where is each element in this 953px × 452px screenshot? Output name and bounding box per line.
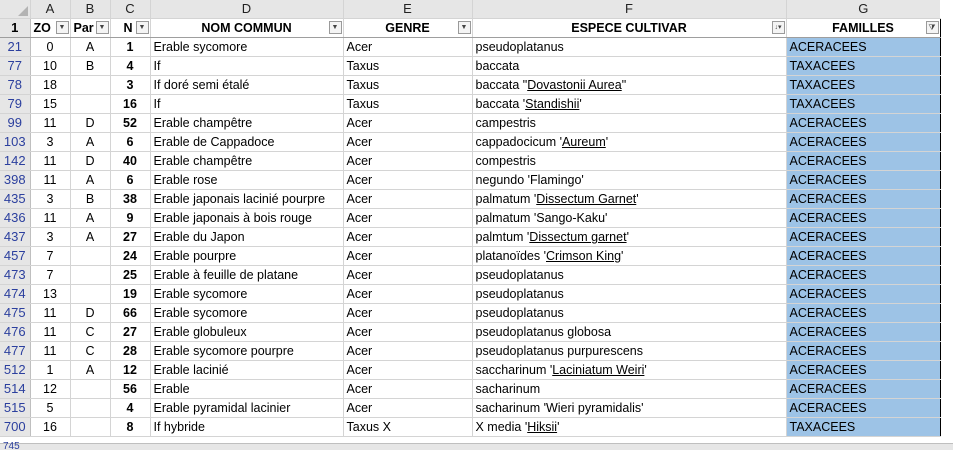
- cell-nom-commun[interactable]: Erable sycomore: [150, 38, 343, 57]
- cell-espece[interactable]: [472, 152, 786, 171]
- cell-genre[interactable]: Acer: [343, 247, 472, 266]
- cell-zone[interactable]: 15: [30, 95, 70, 114]
- column-letter-g[interactable]: G: [786, 0, 940, 19]
- table-row: [0, 342, 940, 361]
- cell-famille[interactable]: ACERACEES: [786, 380, 940, 399]
- table-row: [0, 114, 940, 133]
- espece-text: platanoïdes ': [475, 249, 546, 263]
- cell-famille[interactable]: ACERACEES: [786, 304, 940, 323]
- table-row: [0, 95, 940, 114]
- cultivar-text: Aureum: [561, 135, 606, 149]
- row-number[interactable]: 103: [0, 133, 30, 152]
- row-number[interactable]: 514: [0, 380, 30, 399]
- cell-genre[interactable]: Acer: [343, 380, 472, 399]
- cell-genre[interactable]: Acer: [343, 285, 472, 304]
- cell-genre[interactable]: Acer: [343, 399, 472, 418]
- cell-espece[interactable]: [472, 76, 786, 95]
- cell-zone[interactable]: 12: [30, 380, 70, 399]
- espece-text: campestris: [475, 116, 536, 130]
- cell-genre[interactable]: Acer: [343, 133, 472, 152]
- cell-espece[interactable]: [472, 418, 786, 437]
- row-number[interactable]: 99: [0, 114, 30, 133]
- table-header-row: [0, 19, 940, 38]
- column-letter-f[interactable]: F: [472, 0, 786, 19]
- cell-partie[interactable]: [70, 266, 110, 285]
- cell-zone[interactable]: 11: [30, 323, 70, 342]
- column-letter-b[interactable]: B: [70, 0, 110, 19]
- table-row: [0, 247, 940, 266]
- cell-nom-commun[interactable]: Erable à feuille de platane: [150, 266, 343, 285]
- cell-famille[interactable]: ACERACEES: [786, 114, 940, 133]
- cell-numero[interactable]: 66: [110, 304, 150, 323]
- cultivar-quote: ": [621, 78, 627, 92]
- header-partie[interactable]: [70, 19, 110, 38]
- cultivar-quote: ': [605, 135, 609, 149]
- cell-partie[interactable]: A: [70, 228, 110, 247]
- cell-genre[interactable]: Acer: [343, 171, 472, 190]
- cell-genre[interactable]: Acer: [343, 209, 472, 228]
- row-number[interactable]: 512: [0, 361, 30, 380]
- cell-famille[interactable]: ACERACEES: [786, 247, 940, 266]
- cell-espece[interactable]: [472, 209, 786, 228]
- header-numero[interactable]: [110, 19, 150, 38]
- cell-genre[interactable]: Acer: [343, 228, 472, 247]
- column-letter-a[interactable]: A: [30, 0, 70, 19]
- espece-text: saccharinum ': [475, 363, 553, 377]
- cell-zone[interactable]: 11: [30, 171, 70, 190]
- cell-partie[interactable]: [70, 247, 110, 266]
- cultivar-text: Crimson King: [546, 249, 622, 263]
- cell-partie[interactable]: [70, 418, 110, 437]
- table-row: [0, 209, 940, 228]
- row-number[interactable]: 474: [0, 285, 30, 304]
- select-all-corner[interactable]: [0, 0, 30, 19]
- cell-espece[interactable]: [472, 361, 786, 380]
- cell-espece[interactable]: [472, 380, 786, 399]
- cell-numero[interactable]: 40: [110, 152, 150, 171]
- cell-espece[interactable]: [472, 38, 786, 57]
- cultivar-quote: ': [579, 97, 582, 111]
- cell-partie[interactable]: [70, 399, 110, 418]
- cell-nom-commun[interactable]: Erable du Japon: [150, 228, 343, 247]
- cell-numero[interactable]: 6: [110, 171, 150, 190]
- espece-text: compestris: [475, 154, 536, 168]
- cell-zone[interactable]: 13: [30, 285, 70, 304]
- cultivar-text: Standishii: [525, 97, 580, 111]
- espece-text: palmtum ': [475, 230, 530, 244]
- header-zone-label: ZO: [33, 21, 51, 35]
- cell-numero[interactable]: 27: [110, 228, 150, 247]
- cell-nom-commun[interactable]: Erable lacinié: [150, 361, 343, 380]
- header-genre-label: GENRE: [385, 21, 430, 35]
- cell-zone[interactable]: 11: [30, 342, 70, 361]
- cell-famille[interactable]: TAXACEES: [786, 57, 940, 76]
- cell-zone[interactable]: 11: [30, 304, 70, 323]
- cell-genre[interactable]: Acer: [343, 38, 472, 57]
- espece-text: negundo 'Flamingo': [475, 173, 584, 187]
- cell-nom-commun[interactable]: Erable globuleux: [150, 323, 343, 342]
- header-espece[interactable]: [472, 19, 786, 38]
- cell-nom-commun[interactable]: Erable: [150, 380, 343, 399]
- column-header-row: [0, 0, 940, 19]
- espece-text: baccata ': [475, 97, 526, 111]
- cell-famille[interactable]: ACERACEES: [786, 342, 940, 361]
- cell-espece[interactable]: [472, 95, 786, 114]
- cultivar-text: Laciniatum Weiri: [552, 363, 645, 377]
- cell-espece[interactable]: [472, 266, 786, 285]
- row-number[interactable]: 21: [0, 38, 30, 57]
- table-row: [0, 190, 940, 209]
- cell-partie[interactable]: C: [70, 323, 110, 342]
- cell-nom-commun[interactable]: If: [150, 57, 343, 76]
- espece-text: baccata: [475, 59, 520, 73]
- cell-famille[interactable]: TAXACEES: [786, 418, 940, 437]
- cell-famille[interactable]: ACERACEES: [786, 399, 940, 418]
- espece-text: baccata ": [475, 78, 528, 92]
- cell-famille[interactable]: ACERACEES: [786, 228, 940, 247]
- cultivar-text: Hiksii: [527, 420, 558, 434]
- cell-genre[interactable]: Taxus X: [343, 418, 472, 437]
- cell-famille[interactable]: ACERACEES: [786, 38, 940, 57]
- cell-numero[interactable]: 12: [110, 361, 150, 380]
- cultivar-text: Dissectum garnet: [529, 230, 627, 244]
- cell-numero[interactable]: 9: [110, 209, 150, 228]
- cell-famille[interactable]: ACERACEES: [786, 190, 940, 209]
- cell-numero[interactable]: 19: [110, 285, 150, 304]
- cell-numero[interactable]: 38: [110, 190, 150, 209]
- cell-espece[interactable]: [472, 171, 786, 190]
- cultivar-quote: ': [621, 249, 624, 263]
- cell-famille[interactable]: ACERACEES: [786, 266, 940, 285]
- header-zone[interactable]: [30, 19, 70, 38]
- table-row: [0, 418, 940, 437]
- cell-nom-commun[interactable]: Erable japonais lacinié pourpre: [150, 190, 343, 209]
- cell-numero[interactable]: 16: [110, 95, 150, 114]
- cell-zone[interactable]: 5: [30, 399, 70, 418]
- cell-partie[interactable]: [70, 380, 110, 399]
- espece-text: pseudoplatanus: [475, 306, 564, 320]
- cell-partie[interactable]: B: [70, 57, 110, 76]
- cell-famille[interactable]: TAXACEES: [786, 76, 940, 95]
- cell-numero[interactable]: 6: [110, 133, 150, 152]
- cell-espece[interactable]: [472, 228, 786, 247]
- row-number[interactable]: 1: [0, 19, 30, 38]
- cell-nom-commun[interactable]: Erable sycomore pourpre: [150, 342, 343, 361]
- cell-nom-commun[interactable]: Erable sycomore: [150, 304, 343, 323]
- espece-text: sacharinum: [475, 382, 541, 396]
- cultivar-quote: ': [644, 363, 647, 377]
- cell-zone[interactable]: 3: [30, 228, 70, 247]
- filter-dropdown-icon[interactable]: ▼: [329, 21, 342, 34]
- table-row: [0, 171, 940, 190]
- table-row: [0, 361, 940, 380]
- row-number[interactable]: 142: [0, 152, 30, 171]
- cultivar-quote: ': [557, 420, 560, 434]
- row-number[interactable]: 700: [0, 418, 30, 437]
- header-partie-label: Par: [73, 21, 94, 35]
- cell-zone[interactable]: 1: [30, 361, 70, 380]
- espece-text: pseudoplatanus globosa: [475, 325, 612, 339]
- cell-zone[interactable]: 7: [30, 266, 70, 285]
- cell-partie[interactable]: A: [70, 209, 110, 228]
- row-number[interactable]: 398: [0, 171, 30, 190]
- cell-nom-commun[interactable]: If doré semi étalé: [150, 76, 343, 95]
- cell-famille[interactable]: ACERACEES: [786, 133, 940, 152]
- cell-numero[interactable]: 1: [110, 38, 150, 57]
- cultivar-quote: ': [636, 192, 639, 206]
- espece-text: palmatum ': [475, 192, 537, 206]
- cell-espece[interactable]: [472, 323, 786, 342]
- cell-numero[interactable]: 28: [110, 342, 150, 361]
- cell-genre[interactable]: Taxus: [343, 57, 472, 76]
- espece-text: X media ': [475, 420, 528, 434]
- header-nom-commun-label: NOM COMMUN: [201, 21, 292, 35]
- cell-genre[interactable]: Acer: [343, 114, 472, 133]
- cell-nom-commun[interactable]: If: [150, 95, 343, 114]
- row-number[interactable]: 436: [0, 209, 30, 228]
- cell-partie[interactable]: D: [70, 152, 110, 171]
- cell-genre[interactable]: Acer: [343, 152, 472, 171]
- cell-nom-commun[interactable]: Erable pourpre: [150, 247, 343, 266]
- row-number[interactable]: 77: [0, 57, 30, 76]
- cell-nom-commun[interactable]: Erable japonais à bois rouge: [150, 209, 343, 228]
- table-row: [0, 266, 940, 285]
- cell-partie[interactable]: [70, 95, 110, 114]
- cell-genre[interactable]: Taxus: [343, 76, 472, 95]
- cultivar-text: Dissectum Garnet: [536, 192, 637, 206]
- cell-espece[interactable]: [472, 247, 786, 266]
- cell-zone[interactable]: 11: [30, 114, 70, 133]
- cell-partie[interactable]: D: [70, 304, 110, 323]
- filter-dropdown-icon[interactable]: ▼: [96, 21, 109, 34]
- row-number[interactable]: 435: [0, 190, 30, 209]
- cell-espece[interactable]: [472, 304, 786, 323]
- cell-famille[interactable]: TAXACEES: [786, 95, 940, 114]
- cell-numero[interactable]: 3: [110, 76, 150, 95]
- espece-text: pseudoplatanus: [475, 287, 564, 301]
- header-familles-label: FAMILLES: [832, 21, 894, 35]
- espece-text: pseudoplatanus: [475, 40, 564, 54]
- filter-dropdown-icon[interactable]: ▼: [136, 21, 149, 34]
- cell-numero[interactable]: 52: [110, 114, 150, 133]
- cell-nom-commun[interactable]: Erable champêtre: [150, 114, 343, 133]
- cell-espece[interactable]: [472, 190, 786, 209]
- cell-numero[interactable]: 4: [110, 399, 150, 418]
- espece-text: palmatum 'Sango-Kaku': [475, 211, 608, 225]
- next-row-number[interactable]: 745: [3, 441, 20, 452]
- filter-dropdown-icon[interactable]: ▼: [458, 21, 471, 34]
- cell-espece[interactable]: [472, 57, 786, 76]
- cell-zone[interactable]: 18: [30, 76, 70, 95]
- table-row: [0, 228, 940, 247]
- cell-espece[interactable]: [472, 114, 786, 133]
- cell-numero[interactable]: 8: [110, 418, 150, 437]
- cell-numero[interactable]: 4: [110, 57, 150, 76]
- cell-genre[interactable]: Acer: [343, 342, 472, 361]
- cell-zone[interactable]: 3: [30, 190, 70, 209]
- espece-text: cappadocicum ': [475, 135, 562, 149]
- cell-nom-commun[interactable]: Erable sycomore: [150, 285, 343, 304]
- cell-espece[interactable]: [472, 342, 786, 361]
- espece-text: sacharinum 'Wieri pyramidalis': [475, 401, 644, 415]
- cell-zone[interactable]: 16: [30, 418, 70, 437]
- cell-famille[interactable]: ACERACEES: [786, 209, 940, 228]
- cell-nom-commun[interactable]: Erable champêtre: [150, 152, 343, 171]
- cell-genre[interactable]: Acer: [343, 304, 472, 323]
- table-row: [0, 304, 940, 323]
- table-row: [0, 399, 940, 418]
- cell-zone[interactable]: 3: [30, 133, 70, 152]
- cultivar-text: Dovastonii Aurea: [527, 78, 622, 92]
- cell-famille[interactable]: ACERACEES: [786, 361, 940, 380]
- table-row: [0, 76, 940, 95]
- header-espece-label: ESPECE CULTIVAR: [571, 21, 687, 35]
- cell-famille[interactable]: ACERACEES: [786, 152, 940, 171]
- table-row: [0, 285, 940, 304]
- table-row: [0, 323, 940, 342]
- cell-zone[interactable]: 11: [30, 209, 70, 228]
- cell-nom-commun[interactable]: Erable de Cappadoce: [150, 133, 343, 152]
- cell-numero[interactable]: 56: [110, 380, 150, 399]
- row-number[interactable]: 476: [0, 323, 30, 342]
- table-row: [0, 380, 940, 399]
- espece-text: pseudoplatanus purpurescens: [475, 344, 643, 358]
- cell-espece[interactable]: [472, 399, 786, 418]
- cell-nom-commun[interactable]: Erable rose: [150, 171, 343, 190]
- cell-partie[interactable]: A: [70, 133, 110, 152]
- cell-partie[interactable]: D: [70, 114, 110, 133]
- cell-partie[interactable]: [70, 285, 110, 304]
- row-number[interactable]: 78: [0, 76, 30, 95]
- header-numero-label: N: [123, 21, 133, 35]
- cell-zone[interactable]: 7: [30, 247, 70, 266]
- cell-partie[interactable]: [70, 76, 110, 95]
- header-genre[interactable]: [343, 19, 472, 38]
- cell-numero[interactable]: 27: [110, 323, 150, 342]
- header-nom-commun[interactable]: [150, 19, 343, 38]
- cell-zone[interactable]: 11: [30, 152, 70, 171]
- column-letter-c[interactable]: C: [110, 0, 150, 19]
- cultivar-quote: ': [626, 230, 629, 244]
- cell-genre[interactable]: Acer: [343, 361, 472, 380]
- table-row: [0, 38, 940, 57]
- cell-numero[interactable]: 25: [110, 266, 150, 285]
- espece-text: pseudoplatanus: [475, 268, 564, 282]
- row-number[interactable]: 515: [0, 399, 30, 418]
- cell-genre[interactable]: Acer: [343, 266, 472, 285]
- row-number[interactable]: 475: [0, 304, 30, 323]
- cell-genre[interactable]: Acer: [343, 190, 472, 209]
- cell-espece[interactable]: [472, 285, 786, 304]
- row-number[interactable]: 79: [0, 95, 30, 114]
- cell-partie[interactable]: C: [70, 342, 110, 361]
- cell-genre[interactable]: Taxus: [343, 95, 472, 114]
- cell-partie[interactable]: A: [70, 38, 110, 57]
- cell-numero[interactable]: 24: [110, 247, 150, 266]
- column-letter-d[interactable]: D: [150, 0, 343, 19]
- table-row: [0, 57, 940, 76]
- header-familles[interactable]: [786, 19, 940, 38]
- cell-famille[interactable]: ACERACEES: [786, 285, 940, 304]
- cell-nom-commun[interactable]: Erable pyramidal lacinier: [150, 399, 343, 418]
- cell-partie[interactable]: A: [70, 171, 110, 190]
- cell-genre[interactable]: Acer: [343, 323, 472, 342]
- cell-partie[interactable]: B: [70, 190, 110, 209]
- filter-active-icon[interactable]: ⧩: [926, 21, 939, 34]
- row-number[interactable]: 477: [0, 342, 30, 361]
- column-letter-e[interactable]: E: [343, 0, 472, 19]
- row-number[interactable]: 473: [0, 266, 30, 285]
- row-number[interactable]: 457: [0, 247, 30, 266]
- cell-zone[interactable]: 0: [30, 38, 70, 57]
- sort-dropdown-icon[interactable]: ↓▾: [772, 21, 785, 34]
- table-row: [0, 133, 940, 152]
- cell-famille[interactable]: ACERACEES: [786, 171, 940, 190]
- filter-dropdown-icon[interactable]: ▼: [56, 21, 69, 34]
- table-row: [0, 152, 940, 171]
- cell-espece[interactable]: [472, 133, 786, 152]
- cell-partie[interactable]: A: [70, 361, 110, 380]
- row-number[interactable]: 437: [0, 228, 30, 247]
- cell-nom-commun[interactable]: If hybride: [150, 418, 343, 437]
- cell-famille[interactable]: ACERACEES: [786, 323, 940, 342]
- cell-zone[interactable]: 10: [30, 57, 70, 76]
